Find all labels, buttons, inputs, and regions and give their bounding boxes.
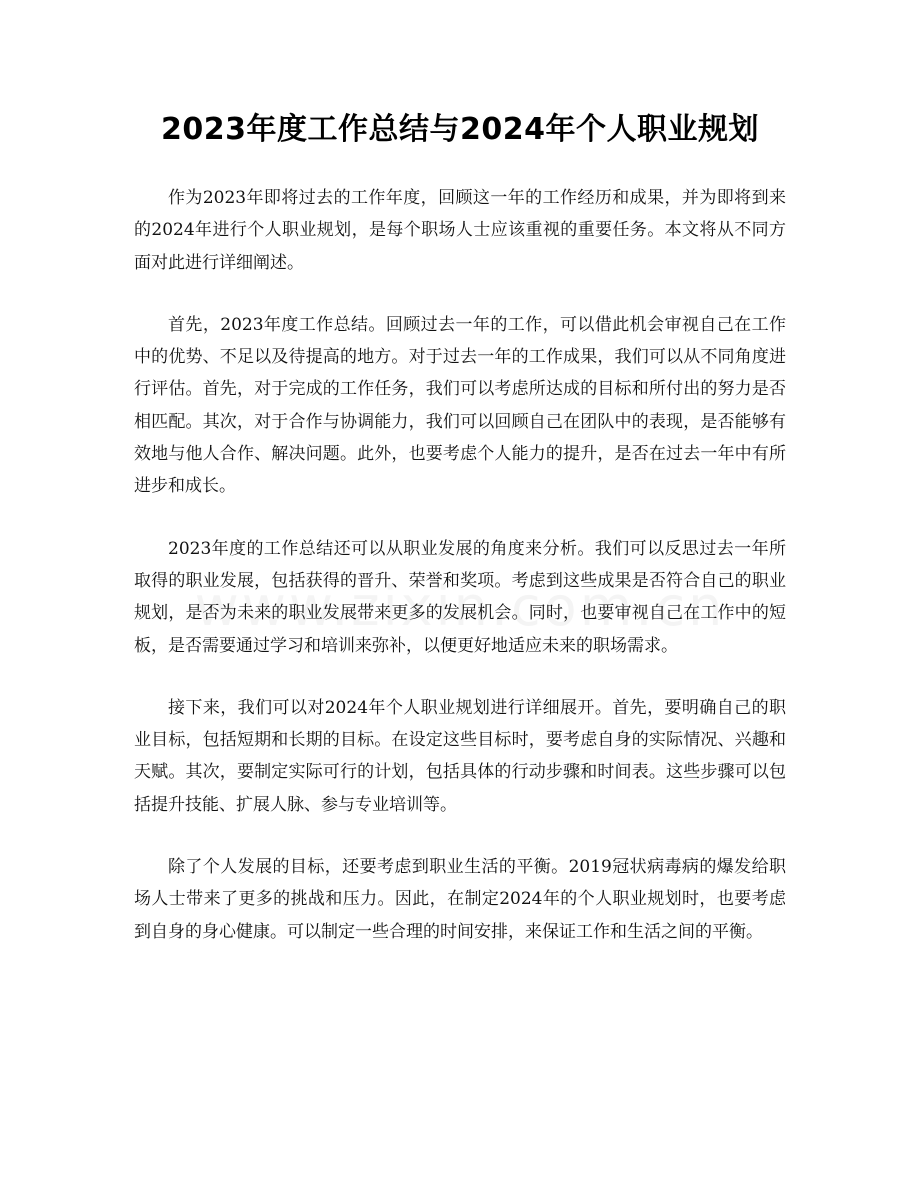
paragraph-2: 首先，2023年度工作总结。回顾过去一年的工作，可以借此机会审视自己在工作中的优势、不足以及待提高的地方。对于过去一年的工作成果，我们可以从不同角度进行评估。首先，对于完成的工作任务，我们可以考虑所达成的目标和所付出的努力是否相匹配。其次，对于合作与协调能力，我们可以回顾自己在团队中的表现，是否能够有效地与他人合作、解决问题。此外，也要考虑个人能力的提升，是否在过去一年中有所进步和成长。	[134, 314, 786, 497]
page-title: 2023年度工作总结与2024年个人职业规划	[161, 112, 759, 147]
paragraph-1: 作为2023年即将过去的工作年度，回顾这一年的工作经历和成果，并为即将到来的2024年进行个人职业规划，是每个职场人士应该重视的重要任务。本文将从不同方面对此进行详细阐述。	[134, 188, 786, 273]
document-body	[134, 182, 786, 978]
paragraph-3: 2023年度的工作总结还可以从职业发展的角度来分析。我们可以反思过去一年所取得的职业发展，包括获得的晋升、荣誉和奖项。考虑到这些成果是否符合自己的职业规划，是否为未来的职业发展带来更多的发展机会。同时，也要审视自己在工作中的短板，是否需要通过学习和培训来弥补，以便更好地适应未来的职场需求。	[134, 538, 786, 656]
paragraph-4: 接下来，我们可以对2024年个人职业规划进行详细展开。首先，要明确自己的职业目标，包括短期和长期的目标。在设定这些目标时，要考虑自身的实际情况、兴趣和天赋。其次，要制定实际可行的计划，包括具体的行动步骤和时间表。这些步骤可以包括提升技能、扩展人脉、参与专业培训等。	[134, 697, 786, 815]
paragraph-5: 除了个人发展的目标，还要考虑到职业生活的平衡。2019冠状病毒病的爆发给职场人士带来了更多的挑战和压力。因此，在制定2024年的个人职业规划时，也要考虑到自身的身心健康。可以制定一些合理的时间安排，来保证工作和生活之间的平衡。	[134, 857, 786, 942]
